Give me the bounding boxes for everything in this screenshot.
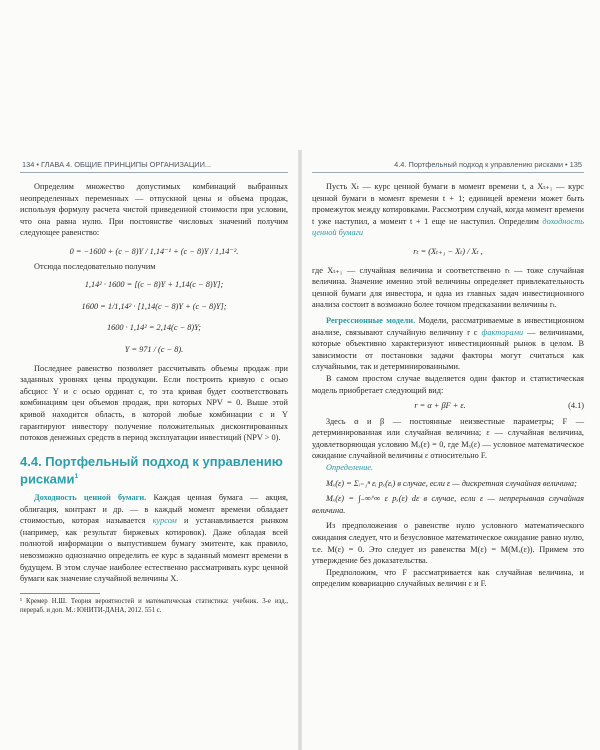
equation-4-1-body: r = α + βF + ε. <box>414 401 466 411</box>
right-paragraph-3 <box>312 315 584 373</box>
term-security-yield: Доходность ценной бумаги. <box>34 493 147 503</box>
definition-label: Определение. <box>326 463 374 473</box>
right-paragraph-1-text: Пусть Xₜ — курс ценной бумаги в момент времени t, а Xₜ₊₁ — курс ценной бумаги в момент времени t + 1; единицей времени может быть промежуток между котировками. Рассмотрим случай, когда момент времени t уже наступил, а момент t + 1 еще не наступил. Определим <box>312 182 584 226</box>
left-paragraph-4-part-b: и устанавливается рынком (например, как результат биржевых котировок). Даже обладая всей полнотой информации о выпустившем бумагу эмитенте, как правило, невозможно однозначно определить ее курс в заданный момент времени в будущем. В этом случае наиболее естественно рассматривать курс ценной бумаги как значение случайной величины X. <box>20 516 288 584</box>
left-equation-5: Y = 971 / (c − 8). <box>124 344 184 354</box>
left-paragraph-4-part-a: Каждая ценная бумага — акция, облигация, контракт и др. — в каждый момент времени обладает стоимостью, которая называется <box>20 493 288 526</box>
term-factors: факторами <box>481 327 524 337</box>
left-equation-1: 0 = −1600 + (c − 8)Y / 1,14⁻¹ + (c − 8)Y / 1,14⁻². <box>69 246 239 256</box>
term-regression-models: Регрессионные модели. <box>326 315 416 325</box>
left-paragraph-1: Определим множество допустимых комбинаций выбранных неопределенных переменных — отпускной цены и объема продаж, используя формулу расчета чистой приведенной стоимости при условии, что она равна нулю. При постоянстве числовых значений получим следующее равенство: <box>20 182 288 238</box>
book-gutter <box>298 150 302 750</box>
right-paragraph-3-part-a: Модели, рассматриваемые в инвестиционном анализе, связывают случайную величину r с <box>312 315 584 337</box>
equation-4-1 <box>312 400 584 412</box>
definition-label-line <box>312 462 584 474</box>
left-paragraph-2: Отсюда последовательно получим <box>34 261 156 271</box>
term-doxodnost: доходность ценной бумаги <box>312 216 584 238</box>
right-paragraph-3-part-b: — величинами, которые объективно характеризуют инвестиционный рынок в целом. В зависимости от постановки задачи факторы могут считаться как случайными, так и детерминированными. <box>312 327 585 372</box>
right-paragraph-2: где Xₜ₊₁ — случайная величина и соответственно rₜ — тоже случайная величина. Значение именно этой величины определяет привлекательность ценной бумаги для инвестора, и одна из главных задач инвестиционного анализа состоит в возможно более точном предсказании величины rₜ. <box>312 265 584 310</box>
left-paragraph-4 <box>20 492 288 585</box>
term-kurs: курсом <box>152 516 177 526</box>
right-running-head: 4.4. Портфельный подход к управлению рисками • 135 <box>312 158 584 173</box>
left-equation-3: 1600 = 1/1,14² · [1,14(c − 8)Y + (c − 8)Y]; <box>81 301 227 311</box>
footnote-rule <box>20 593 100 594</box>
section-heading <box>20 454 288 486</box>
left-equation-4: 1600 · 1,14² = 2,14(c − 8)Y; <box>106 323 202 333</box>
right-page <box>312 158 584 590</box>
right-paragraph-5: Здесь α и β — постоянные неизвестные параметры; F — детерминированная или случайная величина; ε — случайная величина, удовлетворяющая условию Mₓ(ε) = 0, где Mₓ(ε) — условное математическое ожидание случайной величины ε относительно F. <box>312 416 584 461</box>
left-equation-2: 1,14² · 1600 = [(c − 8)Y + 1,14(c − 8)Y]; <box>84 280 224 290</box>
left-page <box>20 158 288 615</box>
definition-continuous: Mₓ(ε) = ∫₋∞^∞ ε pₓ(ε) dε в случае, если ε — непрерывная случайная величина. <box>312 494 584 515</box>
right-paragraph-7: Предположим, что F рассматривается как случайная величина, и определим ковариацию случайных величин ε и F. <box>312 567 584 589</box>
right-paragraph-4: В самом простом случае выделяется один фактор и статистическая модель приобретает следующий вид: <box>312 373 584 395</box>
left-running-head: 134 • ГЛАВА 4. ОБЩИЕ ПРИНЦИПЫ ОРГАНИЗАЦИИ... <box>20 158 288 173</box>
right-paragraph-6: Из предположения о равенстве нулю условного математического ожидания следует, что и безусловное математическое ожидание равно нулю, т.е. M(ε) = 0. Это следует из равенства M(ε) = M(Mₓ(ε)). Примем это утверждение без доказательства. <box>312 521 584 566</box>
footnote: ¹ Кремер Н.Ш. Теория вероятностей и математическая статистика: учебник. 3-е изд., перераб. и доп. М.: ЮНИТИ-ДАНА, 2012. 551 с. <box>20 597 288 614</box>
equation-4-1-tag: (4.1) <box>568 401 584 411</box>
section-heading-text: 4.4. Портфельный подход к управлению рисками <box>20 453 283 487</box>
section-footnote-mark: 1 <box>74 472 79 480</box>
definition-discrete: Mₓ(ε) = Σᵢ₌₁ⁿ εᵢ pₓ(εᵢ) в случае, если ε — дискретная случайная величина; <box>326 478 577 488</box>
left-paragraph-3: Последнее равенство позволяет рассчитывать объемы продаж при заданных уровнях цены продукции. Если построить кривую с осью абсцисс Y и с осью ординат c, то эта кривая будет соответствовать комбинациям цен объемов продаж, при которых NPV = 0. Выше этой кривой находится область, в которой любые комбинации c и Y гарантируют инвестору получение положительных дисконтированных потоков денежных средств в период эксплуатации инвестиций (NPV > 0). <box>20 363 288 443</box>
right-equation-1: rₜ = (Xₜ₊₁ − Xₜ) / Xₜ , <box>413 246 483 256</box>
right-paragraph-1 <box>312 181 584 239</box>
